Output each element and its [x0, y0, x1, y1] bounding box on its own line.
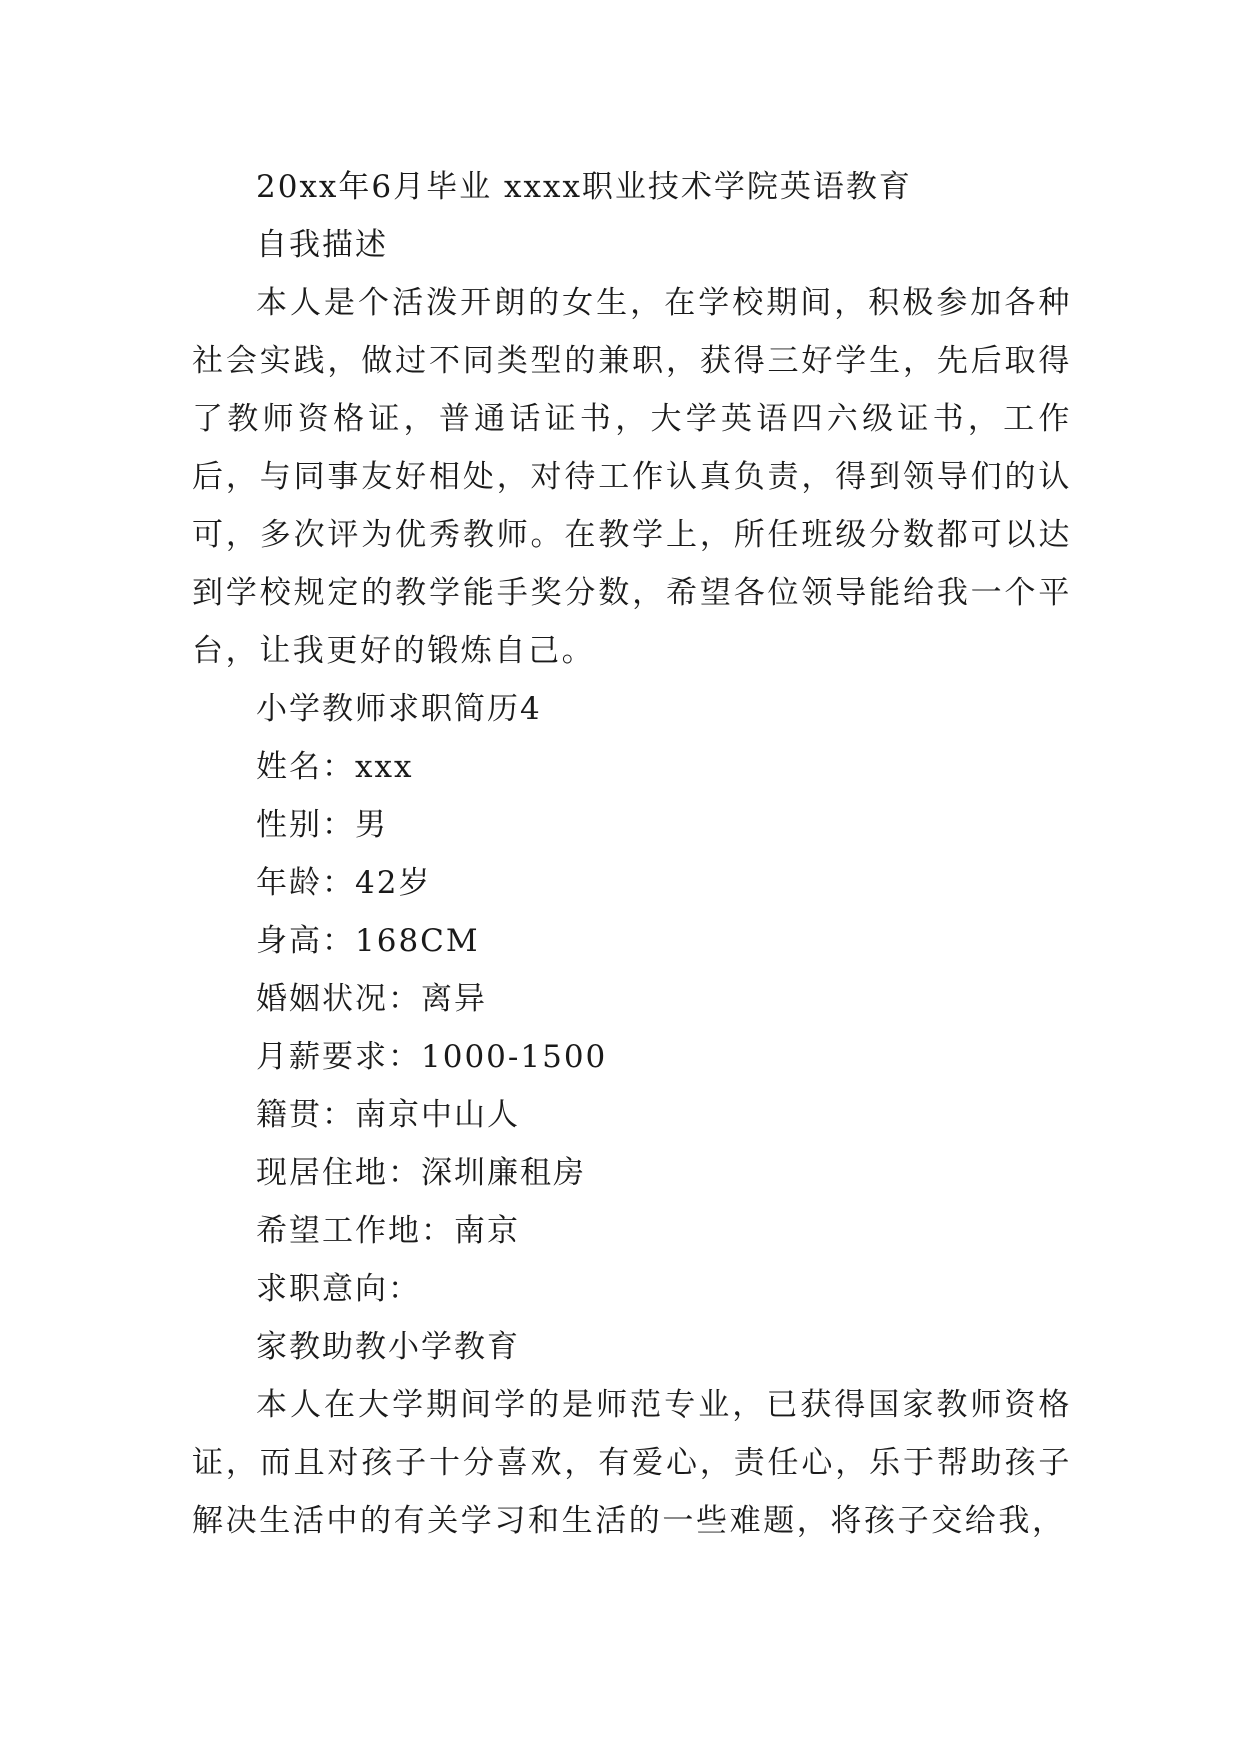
height-field: 身高：168CM [256, 923, 480, 959]
residence-field: 现居住地：深圳廉租房 [256, 1155, 586, 1191]
graduation-line: 20xx年6月毕业 xxxx职业技术学院英语教育 [256, 169, 912, 205]
document-page [192, 158, 1072, 1550]
resume-title: 小学教师求职简历4 [256, 691, 542, 727]
job-intention-value: 家教助教小学教育 [256, 1329, 520, 1365]
marital-status-field: 婚姻状况：离异 [256, 981, 487, 1017]
work-location-field: 希望工作地：南京 [256, 1213, 520, 1249]
name-field: 姓名：xxx [256, 749, 414, 785]
closing-paragraph: 本人在大学期间学的是师范专业，已获得国家教师资格证，而且对孩子十分喜欢，有爱心，责任心，乐于帮助孩子解决生活中的有关学习和生活的一些难题，将孩子交给我， [192, 1387, 1072, 1539]
self-description-heading: 自我描述 [256, 227, 388, 263]
age-field: 年龄：42岁 [256, 865, 432, 901]
job-intention-label: 求职意向： [256, 1271, 421, 1307]
self-description-paragraph: 本人是个活泼开朗的女生，在学校期间，积极参加各种社会实践，做过不同类型的兼职，获得三好学生，先后取得了教师资格证，普通话证书，大学英语四六级证书，工作后，与同事友好相处，对待工作认真负责，得到领导们的认可，多次评为优秀教师。在教学上，所任班级分数都可以达到学校规定的教学能手奖分数，希望各位领导能给我一个平台，让我更好的锻炼自己。 [192, 285, 1072, 669]
salary-field: 月薪要求：1000-1500 [256, 1039, 608, 1075]
gender-field: 性别：男 [256, 807, 388, 843]
hometown-field: 籍贯：南京中山人 [256, 1097, 520, 1133]
